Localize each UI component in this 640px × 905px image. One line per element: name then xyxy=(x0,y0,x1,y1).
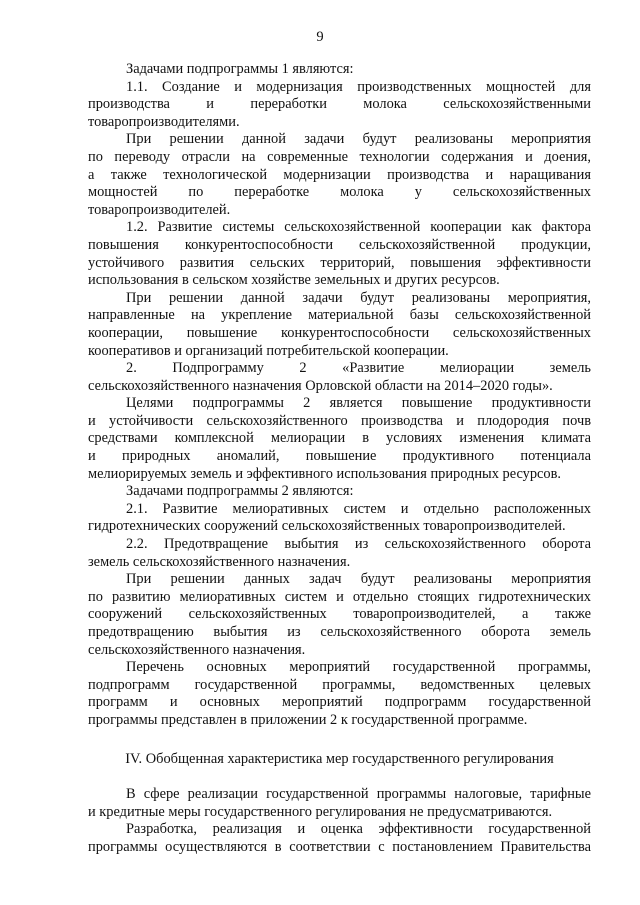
text-line: При решении данной задачи будут реализованы мероприятия, xyxy=(126,289,591,306)
text-line: и кредитные меры государственного регулирования не предусматриваются. xyxy=(88,803,553,820)
text-line: и устойчивости сельскохозяйственного производства и плодородия почв xyxy=(88,412,591,429)
text-line: по переводу отрасли на современные технологии содержания и доения, xyxy=(88,148,591,165)
text-line: использования в сельском хозяйстве земельных и других ресурсов. xyxy=(88,272,500,289)
text-line: сооружений сельскохозяйственных товаропроизводителей, а также xyxy=(88,606,591,623)
page-number: 9 xyxy=(316,29,324,45)
text-line: предотвращению выбытия из сельскохозяйственного оборота земель xyxy=(88,624,591,640)
text-line: кооперативов и организаций потребительской кооперации. xyxy=(88,342,449,359)
text-line: Разработка, реализация и оценка эффективности государственной xyxy=(126,821,591,838)
text-line: по развитию мелиоративных систем и отдельно стоящих гидротехнических xyxy=(88,588,591,605)
text-line: направленные на укрепление материальной базы сельскохозяйственной xyxy=(88,307,591,324)
text-line: повышения конкурентоспособности сельскохозяйственной продукции, xyxy=(88,236,591,253)
text-line: мелиорируемых земель и эффективного использования природных ресурсов. xyxy=(88,465,562,482)
text-line: программы осуществляются в соответствии с постановлением Правительства xyxy=(88,838,591,855)
text-line: сельскохозяйственного назначения. xyxy=(88,641,306,658)
text-line: В сфере реализации государственной программы налоговые, тарифные xyxy=(126,786,591,803)
text-line: товаропроизводителями. xyxy=(88,113,240,130)
text-line: устойчивого развития сельских территорий, повышения эффективности xyxy=(88,254,591,271)
text-line: и природных аномалий, повышение продуктивного потенциала xyxy=(88,448,591,465)
text-line: сельскохозяйственного назначения Орловской области на 2014–2020 годы». xyxy=(88,377,553,394)
text-line: подпрограмм государственной программы, ведомственных целевых xyxy=(88,676,591,693)
text-line: кооперации, повышение конкурентоспособности сельскохозяйственных xyxy=(88,324,591,341)
text-line: программ и основных мероприятий подпрограмм государственной xyxy=(88,694,591,711)
text-line: 2.2. Предотвращение выбытия из сельскохозяйственного оборота xyxy=(126,536,591,553)
text-line: 1.1. Создание и модернизация производственных мощностей для xyxy=(126,78,591,95)
text-line: средствами комплексной мелиорации в условиях изменения климата xyxy=(88,430,591,447)
spacer xyxy=(88,730,591,751)
text-line: товаропроизводителей. xyxy=(88,201,231,218)
text-line: мощностей по переработке молока у сельскохозяйственных xyxy=(88,184,591,201)
text-line: 2. Подпрограмму 2 «Развитие мелиорации земель xyxy=(126,360,591,377)
text-line: гидротехнических сооружений сельскохозяйственных товаропроизводителей. xyxy=(88,518,566,535)
text-line: производства и переработки молока сельскохозяйственными xyxy=(88,96,591,113)
section-heading: IV. Обобщенная характеристика мер государственного регулирования xyxy=(125,750,554,767)
text-line: Перечень основных мероприятий государственной программы, xyxy=(126,659,591,676)
text-line: При решении данных задач будут реализованы мероприятия xyxy=(126,571,591,588)
text-line: Задачами подпрограммы 2 являются: xyxy=(126,483,354,500)
document-body xyxy=(88,61,591,857)
text-line: Задачами подпрограммы 1 являются: xyxy=(126,61,354,77)
text-line: При решении данной задачи будут реализованы мероприятия xyxy=(126,131,591,148)
spacer xyxy=(88,768,591,786)
text-line: земель сельскохозяйственного назначения. xyxy=(88,553,351,570)
text-line: 1.2. Развитие системы сельскохозяйственной кооперации как фактора xyxy=(126,219,591,236)
text-line: 2.1. Развитие мелиоративных систем и отдельно расположенных xyxy=(126,500,591,517)
text-line: а также технологической модернизации производства и наращивания xyxy=(88,166,591,183)
text-line: Целями подпрограммы 2 является повышение продуктивности xyxy=(126,395,591,412)
text-line: программы представлен в приложении 2 к государственной программе. xyxy=(88,711,528,728)
